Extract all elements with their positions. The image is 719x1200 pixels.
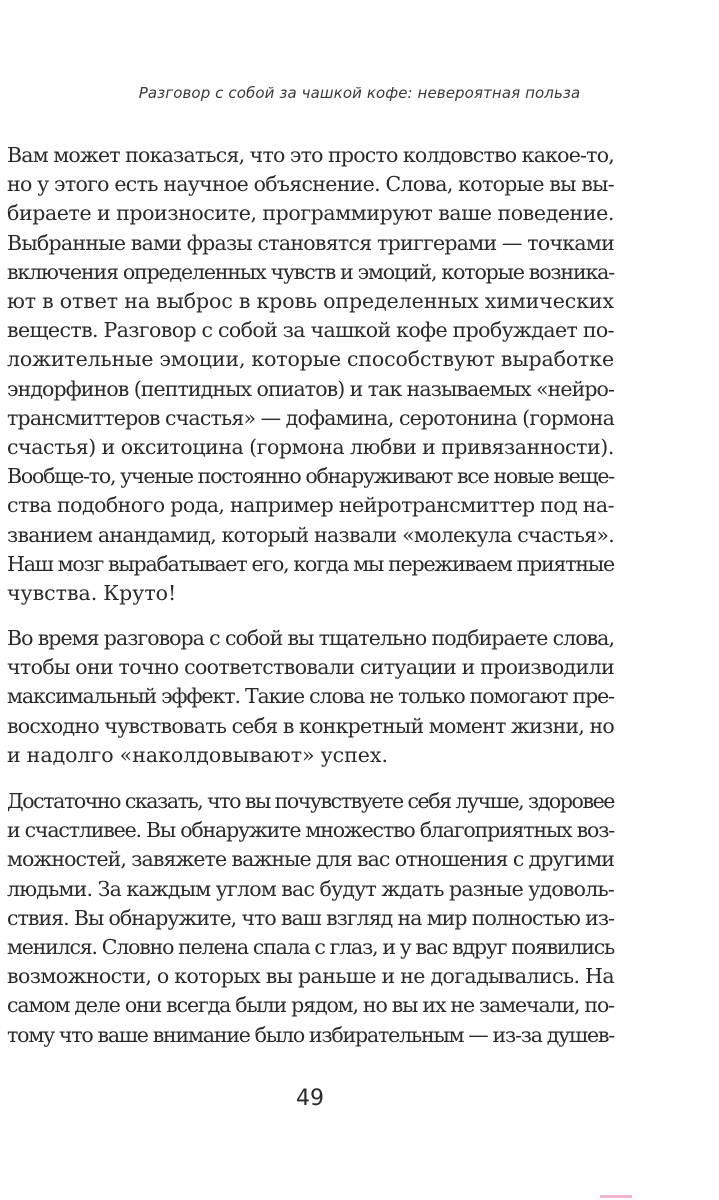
text-line: но у этого есть научное объяснение. Слова, которые вы вы- — [7, 172, 614, 197]
text-line: менился. Словно пелена спала с глаз, и у вас вдруг появились — [7, 935, 614, 960]
text-line: включения определенных чувств и эмоций, которые возника- — [7, 259, 614, 284]
text-line: трансмиттеров счастья» — дофамина, серотонина (гормона — [7, 405, 614, 430]
text-line: Выбранные вами фразы становятся триггерами — точками — [7, 230, 614, 255]
text-line: и счастливее. Вы обнаружите множество благоприятных воз- — [7, 818, 614, 843]
text-line: чувства. Круто! — [7, 581, 177, 606]
text-line: Наш мозг вырабатывает его, когда мы переживаем приятные — [7, 551, 614, 576]
text-line: счастья) и окситоцина (гормона любви и привязанности). — [7, 435, 614, 460]
text-line: эндорфинов (пептидных опиатов) и так называемых «нейро- — [7, 376, 614, 401]
text-line: восходно чувствовать себя в конкретный момент жизни, но — [7, 713, 614, 738]
text-line: Вам может показаться, что это просто колдовство какое-то, — [7, 143, 614, 167]
paragraph-1 — [7, 141, 614, 608]
paragraph-2 — [7, 624, 614, 770]
paragraph-3 — [7, 787, 614, 1050]
text-line: званием анандамид, который назвали «молекула счастья». — [7, 522, 614, 547]
text-line: ствия. Вы обнаружите, что ваш взгляд на мир полностью из- — [7, 905, 614, 930]
corner-highlight-mark — [600, 1195, 632, 1198]
running-header: Разговор с собой за чашкой кофе: невероятная польза — [138, 84, 581, 102]
text-line: ложительные эмоции, которые способствуют выработке — [7, 347, 614, 372]
page-number: 49 — [296, 1086, 324, 1111]
text-line: ют в ответ на выброс в кровь определенных химических — [7, 289, 614, 314]
text-line: и надолго «наколдовывают» успех. — [7, 742, 389, 767]
text-line: веществ. Разговор с собой за чашкой кофе пробуждает по- — [7, 318, 614, 343]
text-line: Достаточно сказать, что вы почувствуете себя лучше, здоровее — [7, 789, 614, 813]
text-line: самом деле они всегда были рядом, но вы их не замечали, по- — [7, 993, 614, 1018]
text-line: можностей, завяжете важные для вас отношения с другими — [7, 847, 614, 872]
text-line: тому что ваше внимание было избирательным — из-за душев- — [7, 1022, 614, 1047]
text-line: максимальный эффект. Такие слова не только помогают пре- — [7, 684, 614, 709]
text-line: Вообще-то, ученые постоянно обнаруживают все новые веще- — [7, 464, 614, 489]
text-line: ства подобного рода, например нейротрансмиттер под на- — [7, 493, 614, 518]
text-line: чтобы они точно соответствовали ситуации и производили — [7, 655, 614, 680]
text-line: Во время разговора с собой вы тщательно подбираете слова, — [7, 626, 614, 650]
text-line: возможности, о которых вы раньше и не догадывались. На — [7, 964, 614, 989]
text-line: бираете и произносите, программируют ваше поведение. — [7, 201, 614, 226]
text-line: людьми. За каждым углом вас будут ждать разные удоволь- — [7, 876, 614, 901]
